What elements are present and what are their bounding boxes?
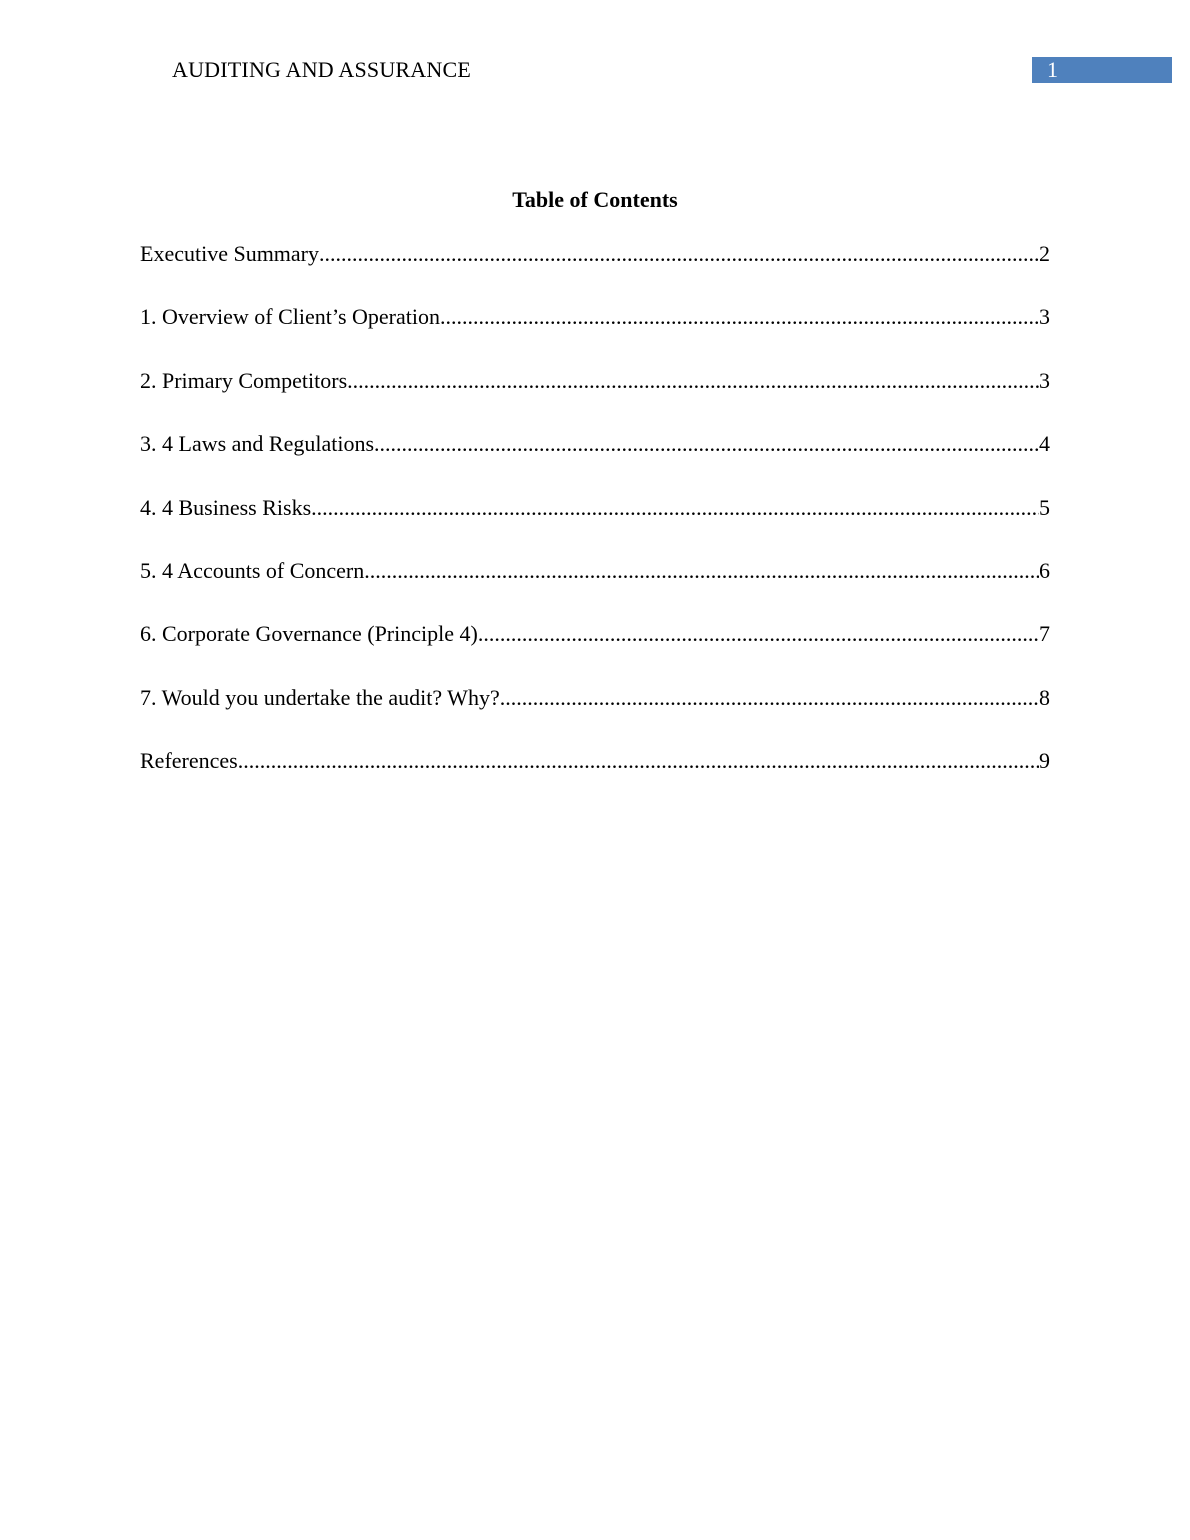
- toc-entry-competitors[interactable]: [140, 366, 1050, 429]
- toc-entry-text: 5. 4 Accounts of Concern: [140, 557, 365, 583]
- toc-entry-page: 6: [1039, 557, 1050, 583]
- toc-entry-page: 2: [1039, 241, 1050, 266]
- toc-entry-page: 5: [1039, 494, 1050, 520]
- toc-entry-laws[interactable]: [140, 429, 1050, 492]
- toc-entry-text: 7. Would you undertake the audit? Why?: [140, 684, 500, 710]
- toc-entry-text: References: [140, 748, 238, 774]
- toc-entry-accounts[interactable]: [140, 556, 1050, 619]
- toc-entry-page: 9: [1039, 748, 1050, 774]
- toc-entry-text: Executive Summary: [140, 241, 320, 266]
- toc-entry-text: 2. Primary Competitors: [140, 367, 348, 393]
- toc-dot-leader: [500, 683, 1039, 713]
- toc-entry-text: 1. Overview of Client’s Operation: [140, 304, 440, 330]
- toc-dot-leader: [364, 556, 1039, 586]
- toc-dot-leader: [238, 746, 1039, 776]
- toc-entry-page: 3: [1039, 304, 1050, 330]
- toc-dot-leader: [311, 493, 1039, 523]
- toc-title: Table of Contents: [512, 187, 678, 212]
- toc-entry-undertake-audit[interactable]: [140, 683, 1050, 746]
- toc-list: [140, 239, 1050, 810]
- toc-entry-text: 4. 4 Business Risks: [140, 494, 312, 520]
- toc-dot-leader: [478, 619, 1039, 649]
- toc-dot-leader: [440, 302, 1039, 332]
- toc-entry-page: 3: [1039, 367, 1050, 393]
- toc-dot-leader: [347, 366, 1039, 396]
- toc-dot-leader: [374, 429, 1039, 459]
- toc-entry-text: 6. Corporate Governance (Principle 4): [140, 621, 478, 647]
- running-head: AUDITING AND ASSURANCE: [172, 57, 471, 82]
- toc-dot-leader: [319, 239, 1039, 269]
- toc-entry-page: 7: [1039, 621, 1050, 647]
- page-number: 1: [1047, 57, 1058, 82]
- page-number-box: [1032, 57, 1172, 83]
- toc-entry-overview[interactable]: [140, 302, 1050, 365]
- toc-entry-page: 8: [1039, 684, 1050, 710]
- toc-entry-executive-summary[interactable]: [140, 239, 1050, 302]
- toc-entry-references[interactable]: [140, 746, 1050, 809]
- toc-entry-page: 4: [1039, 431, 1050, 457]
- toc-entry-text: 3. 4 Laws and Regulations: [140, 431, 375, 457]
- toc-entry-governance[interactable]: [140, 619, 1050, 682]
- toc-entry-business-risks[interactable]: [140, 493, 1050, 556]
